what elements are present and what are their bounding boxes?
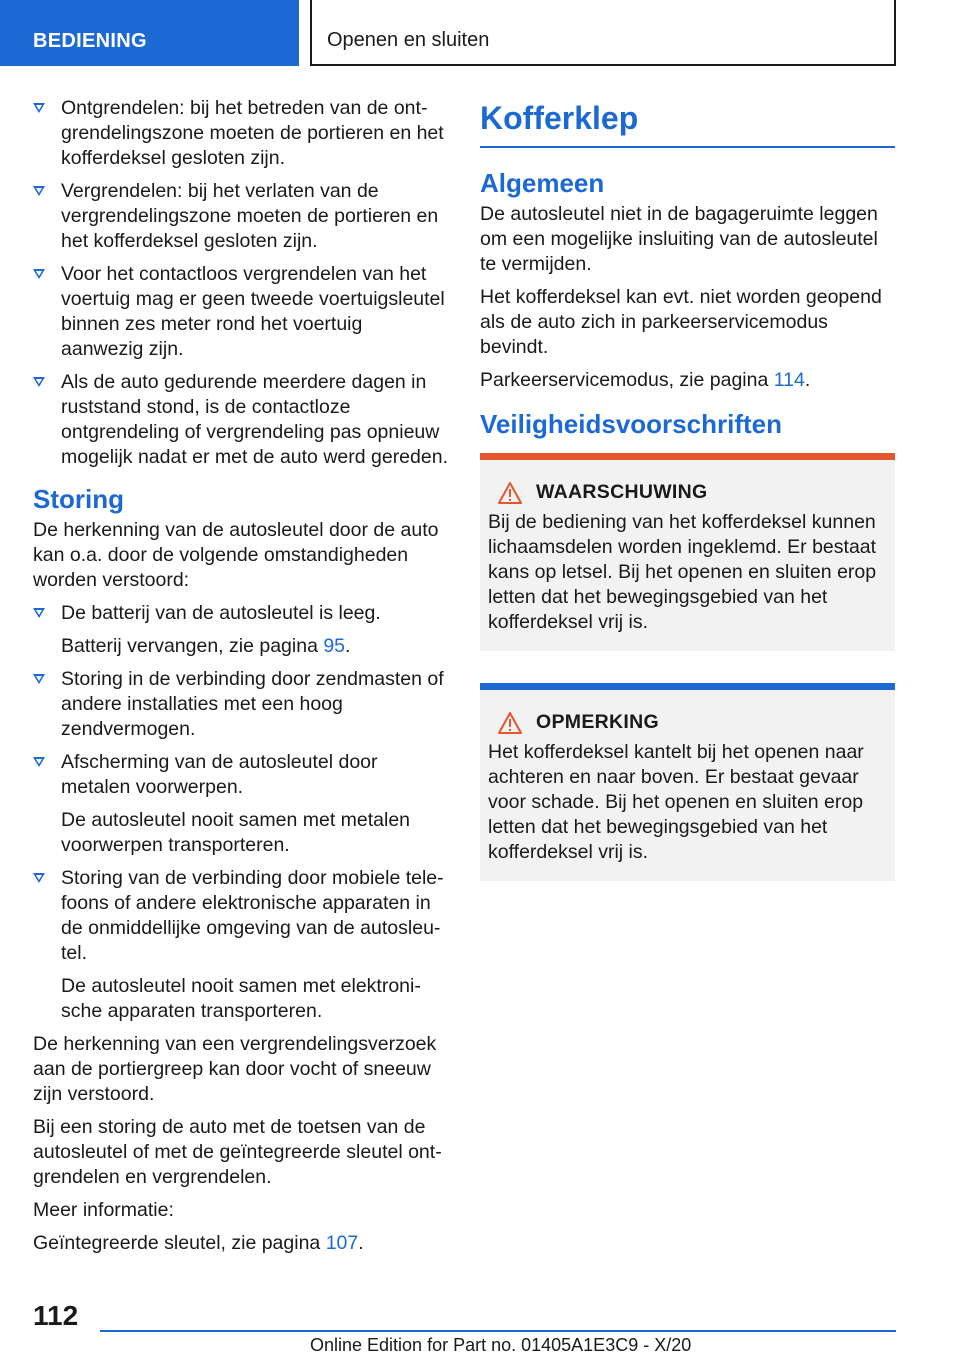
list-item: De batterij van de autosleutel is leeg.	[33, 601, 448, 626]
left-column	[33, 96, 448, 1264]
warning-triangle-icon	[498, 712, 522, 734]
warning-box	[480, 453, 895, 651]
list-item: Storing van de verbinding door mobiele telefoons of andere elektronische apparaten in de onmiddellijke omgeving van de autosleutel.	[33, 866, 448, 966]
bullet-triangle-icon	[33, 186, 45, 196]
list-item: Vergrendelen: bij het verlaten van de vergrendelingszone moeten de portieren en het kofferdeksel gesloten zijn.	[33, 179, 448, 254]
warning-text: Bij de bediening van het kofferdeksel kunnen lichaamsdelen worden ingeklemd. Er bestaat kans op letsel. Bij het openen en sluiten erop letten dat het bewegingsgebied van het kofferdeksel vrij is.	[488, 511, 877, 633]
page-link[interactable]: 107	[325, 1232, 359, 1254]
section-title-kofferklep: Kofferklep	[480, 98, 895, 148]
integrated-key-ref: Geïntegreerde sleutel, zie pagina 107.	[33, 1232, 364, 1254]
list-item: Afscherming van de autosleutel door metalen voorwerpen.	[33, 750, 448, 800]
list-item: Als de auto gedurende meerdere dagen in ruststand stond, is de contactloze ontgrendeling of vergrendeling pas opnieuw mogelijk nadat er met de auto werd gereden.	[33, 370, 448, 470]
algemeen-heading: Algemeen	[480, 168, 605, 198]
bullet-triangle-icon	[33, 757, 45, 767]
algemeen-paragraph: De autosleutel niet in de bagageruimte leggen om een mogelijke insluiting van de autosleutel te vermijden.	[480, 203, 878, 275]
section-title: BEDIENING	[33, 30, 147, 52]
paragraph-weather: De herkenning van een vergrendelingsverzoek aan de portiergreep kan door vocht of sneeuw zijn verstoord.	[33, 1033, 437, 1105]
note-label: OPMERKING	[536, 711, 659, 733]
page-number: 112	[33, 1300, 79, 1331]
parking-mode-ref: Parkeerservicemodus, zie pagina 114.	[480, 369, 811, 391]
bullet-triangle-icon	[33, 608, 45, 618]
page-header	[0, 0, 960, 66]
section-tab	[0, 0, 299, 66]
safety-heading: Veiligheidsvoorschriften	[480, 409, 782, 439]
warning-label: WAARSCHUWING	[536, 481, 708, 503]
list-item: Voor het contactloos vergrendelen van het voertuig mag er geen tweede voertuigsleutel binnen zes meter rond het voertuig aanwezig zijn.	[33, 262, 448, 362]
algemeen-paragraph: Het kofferdeksel kan evt. niet worden geopend als de auto zich in parkeerservicemodus bevindt.	[480, 286, 882, 358]
note-box	[480, 683, 895, 881]
bullet-triangle-icon	[33, 674, 45, 684]
bullet-list-top	[33, 96, 448, 470]
warning-bar	[480, 453, 895, 460]
chapter-title: Openen en sluiten	[327, 29, 490, 51]
sub-paragraph: De autosleutel nooit samen met metalen voorwerpen transporteren.	[61, 809, 411, 856]
note-text: Het kofferdeksel kantelt bij het openen naar achteren en naar boven. Er bestaat gevaar voor schade. Bij het openen en sluiten erop letten dat het bewegingsgebied van het kofferdeksel vrij is.	[488, 741, 864, 863]
sub-paragraph: De autosleutel nooit samen met elektronische apparaten transporteren.	[61, 975, 421, 1022]
paragraph-keys: Bij een storing de auto met de toetsen van de autosleutel of met de geïntegreerde sleutel ontgrendelen en vergrendelen.	[33, 1116, 442, 1188]
page-link[interactable]: 114	[773, 369, 805, 391]
bullet-triangle-icon	[33, 103, 45, 113]
storing-intro: De herkenning van de autosleutel door de auto kan o.a. door de volgende omstandigheden worden verstoord:	[33, 519, 439, 591]
storing-heading: Storing	[33, 484, 124, 514]
warning-triangle-icon	[498, 482, 522, 504]
edition-text: Online Edition for Part no. 01405A1E3C9 - X/20	[310, 1335, 692, 1355]
sub-paragraph: Batterij vervangen, zie pagina 95.	[61, 635, 351, 657]
more-info-label: Meer informatie:	[33, 1199, 174, 1221]
right-column	[480, 98, 895, 881]
bullet-triangle-icon	[33, 873, 45, 883]
chapter-box	[310, 0, 896, 66]
note-bar	[480, 683, 895, 690]
page-link[interactable]: 95	[323, 635, 346, 657]
storing-list	[33, 601, 448, 1024]
list-item: Storing in de verbinding door zendmasten of andere installaties met een hoog zendvermogen.	[33, 667, 448, 742]
footer-divider	[100, 1330, 896, 1332]
list-item: Ontgrendelen: bij het betreden van de ontgrendelingszone moeten de portieren en het kofferdeksel gesloten zijn.	[33, 96, 448, 171]
bullet-triangle-icon	[33, 269, 45, 279]
bullet-triangle-icon	[33, 377, 45, 387]
